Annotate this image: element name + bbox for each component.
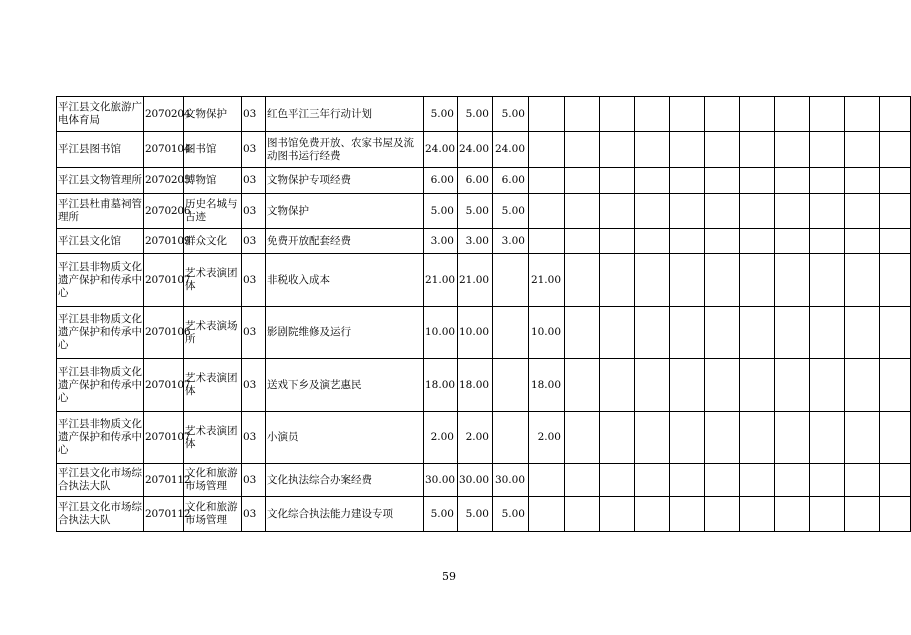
cell-c2: 30.00 [458,464,493,497]
cell-empty [705,307,740,359]
cell-empty [810,412,845,464]
cell-c3: 30.00 [493,464,529,497]
table-row [57,168,911,194]
cell-empty [565,464,600,497]
cell-empty [705,412,740,464]
cell-empty [670,97,705,132]
cell-c2: 24.00 [458,132,493,168]
cell-empty [600,97,635,132]
cell-unit: 平江县非物质文化遗产保护和传承中心 [57,412,144,464]
cell-empty [740,97,775,132]
cell-c3: 5.00 [493,497,529,532]
cell-empty [810,359,845,412]
cell-empty [740,168,775,194]
cell-code: 2070204 [144,97,184,132]
cell-c3 [493,307,529,359]
cell-empty [775,307,810,359]
cell-empty [635,497,670,532]
cell-category: 文化和旅游市场管理 [184,497,242,532]
cell-empty [635,168,670,194]
cell-empty [845,497,880,532]
cell-empty [740,497,775,532]
cell-unit: 平江县非物质文化遗产保护和传承中心 [57,359,144,412]
cell-empty [635,359,670,412]
cell-empty [775,168,810,194]
cell-empty [705,132,740,168]
cell-c4: 21.00 [529,254,565,307]
cell-code: 2070112 [144,464,184,497]
cell-c2: 18.00 [458,359,493,412]
cell-empty [845,464,880,497]
cell-project: 影剧院维修及运行 [266,307,424,359]
cell-empty [740,194,775,229]
cell-unit: 平江县文化旅游广电体育局 [57,97,144,132]
cell-empty [705,359,740,412]
cell-empty [775,229,810,254]
cell-unit: 平江县文化馆 [57,229,144,254]
cell-empty [880,412,911,464]
cell-empty [670,229,705,254]
cell-unit: 平江县文化市场综合执法大队 [57,464,144,497]
cell-empty [600,254,635,307]
cell-empty [635,229,670,254]
cell-c3 [493,412,529,464]
cell-empty [775,194,810,229]
cell-category: 文物保护 [184,97,242,132]
cell-empty [845,97,880,132]
cell-empty [600,497,635,532]
cell-c4: 10.00 [529,307,565,359]
cell-c1: 30.00 [424,464,458,497]
cell-c2: 5.00 [458,194,493,229]
cell-project: 文物保护 [266,194,424,229]
cell-category: 博物馆 [184,168,242,194]
cell-c1: 6.00 [424,168,458,194]
cell-type: 03 [242,497,266,532]
cell-c4 [529,168,565,194]
cell-empty [880,359,911,412]
cell-empty [845,194,880,229]
cell-unit: 平江县图书馆 [57,132,144,168]
cell-c4: 18.00 [529,359,565,412]
cell-c1: 24.00 [424,132,458,168]
cell-empty [740,464,775,497]
cell-category: 群众文化 [184,229,242,254]
cell-empty [670,359,705,412]
cell-c1: 5.00 [424,194,458,229]
cell-c1: 5.00 [424,497,458,532]
cell-c4 [529,97,565,132]
cell-c3: 3.00 [493,229,529,254]
cell-empty [845,307,880,359]
cell-type: 03 [242,464,266,497]
cell-empty [635,194,670,229]
cell-empty [880,132,911,168]
cell-empty [565,168,600,194]
cell-c2: 2.00 [458,412,493,464]
cell-project: 文物保护专项经费 [266,168,424,194]
cell-empty [810,254,845,307]
cell-c2: 5.00 [458,497,493,532]
cell-type: 03 [242,132,266,168]
cell-empty [565,132,600,168]
cell-category: 艺术表演场所 [184,307,242,359]
cell-code: 2070112 [144,497,184,532]
cell-project: 红色平江三年行动计划 [266,97,424,132]
cell-c4: 2.00 [529,412,565,464]
cell-type: 03 [242,307,266,359]
cell-code: 2070109 [144,229,184,254]
cell-empty [880,464,911,497]
cell-empty [600,359,635,412]
cell-empty [810,194,845,229]
cell-empty [880,497,911,532]
table-row [57,132,911,168]
cell-empty [775,132,810,168]
cell-project: 送戏下乡及演艺惠民 [266,359,424,412]
cell-empty [775,412,810,464]
cell-empty [600,132,635,168]
cell-unit: 平江县文化市场综合执法大队 [57,497,144,532]
cell-empty [670,464,705,497]
cell-c3: 5.00 [493,194,529,229]
page-number: 59 [442,570,456,583]
cell-c3: 24.00 [493,132,529,168]
cell-empty [845,359,880,412]
cell-empty [670,307,705,359]
cell-empty [740,412,775,464]
cell-empty [775,497,810,532]
cell-empty [670,254,705,307]
cell-empty [810,497,845,532]
cell-project: 文化综合执法能力建设专项 [266,497,424,532]
cell-empty [565,307,600,359]
cell-c1: 3.00 [424,229,458,254]
cell-c4 [529,194,565,229]
cell-code: 2070106 [144,307,184,359]
cell-empty [635,307,670,359]
cell-empty [810,229,845,254]
cell-empty [600,229,635,254]
cell-empty [565,229,600,254]
table-row [57,497,911,532]
cell-code: 2070107 [144,254,184,307]
cell-empty [810,464,845,497]
cell-empty [705,464,740,497]
cell-project: 非税收入成本 [266,254,424,307]
cell-empty [845,132,880,168]
cell-empty [810,168,845,194]
cell-type: 03 [242,97,266,132]
cell-empty [670,132,705,168]
cell-empty [565,359,600,412]
cell-empty [705,194,740,229]
cell-empty [740,307,775,359]
cell-unit: 平江县非物质文化遗产保护和传承中心 [57,254,144,307]
cell-empty [635,412,670,464]
cell-project: 图书馆免费开放、农家书屋及流动图书运行经费 [266,132,424,168]
cell-empty [705,168,740,194]
cell-empty [600,464,635,497]
cell-c2: 5.00 [458,97,493,132]
cell-type: 03 [242,412,266,464]
cell-empty [740,132,775,168]
cell-empty [810,132,845,168]
cell-c4 [529,132,565,168]
cell-code: 2070107 [144,359,184,412]
cell-empty [880,307,911,359]
cell-c1: 5.00 [424,97,458,132]
cell-c4 [529,464,565,497]
table-row [57,412,911,464]
cell-empty [670,168,705,194]
cell-category: 艺术表演团体 [184,254,242,307]
cell-empty [775,359,810,412]
cell-empty [600,412,635,464]
cell-c2: 21.00 [458,254,493,307]
cell-type: 03 [242,254,266,307]
cell-empty [565,254,600,307]
cell-empty [880,229,911,254]
cell-empty [880,254,911,307]
cell-type: 03 [242,168,266,194]
table-row [57,359,911,412]
cell-code: 2070205 [144,168,184,194]
cell-empty [565,194,600,229]
cell-empty [810,97,845,132]
cell-empty [565,97,600,132]
cell-project: 小演员 [266,412,424,464]
cell-category: 图书馆 [184,132,242,168]
cell-category: 历史名城与古迹 [184,194,242,229]
cell-type: 03 [242,194,266,229]
cell-empty [880,168,911,194]
cell-type: 03 [242,229,266,254]
cell-c3 [493,359,529,412]
cell-empty [845,168,880,194]
cell-type: 03 [242,359,266,412]
cell-empty [635,97,670,132]
table-row [57,254,911,307]
cell-empty [670,497,705,532]
cell-empty [705,229,740,254]
cell-c4 [529,229,565,254]
cell-empty [670,194,705,229]
table-row [57,97,911,132]
table-row [57,307,911,359]
cell-unit: 平江县文物管理所 [57,168,144,194]
cell-empty [880,97,911,132]
cell-c1: 2.00 [424,412,458,464]
cell-empty [775,464,810,497]
cell-unit: 平江县非物质文化遗产保护和传承中心 [57,307,144,359]
cell-empty [740,359,775,412]
table-body [57,97,911,532]
cell-code: 2070206 [144,194,184,229]
cell-empty [845,412,880,464]
cell-empty [775,254,810,307]
cell-empty [705,97,740,132]
cell-empty [635,464,670,497]
cell-empty [845,229,880,254]
cell-empty [705,497,740,532]
cell-code: 2070107 [144,412,184,464]
cell-empty [880,194,911,229]
cell-c1: 18.00 [424,359,458,412]
cell-empty [705,254,740,307]
cell-empty [565,412,600,464]
cell-empty [565,497,600,532]
cell-empty [600,194,635,229]
budget-table [56,96,911,532]
table-row [57,464,911,497]
table-row [57,194,911,229]
cell-empty [810,307,845,359]
cell-project: 文化执法综合办案经费 [266,464,424,497]
cell-empty [845,254,880,307]
cell-c3: 5.00 [493,97,529,132]
cell-c2: 10.00 [458,307,493,359]
cell-c1: 10.00 [424,307,458,359]
cell-project: 免费开放配套经费 [266,229,424,254]
cell-code: 2070104 [144,132,184,168]
table-row [57,229,911,254]
cell-category: 艺术表演团体 [184,412,242,464]
cell-empty [740,254,775,307]
cell-category: 艺术表演团体 [184,359,242,412]
cell-empty [775,97,810,132]
cell-empty [670,412,705,464]
cell-empty [740,229,775,254]
cell-c3 [493,254,529,307]
cell-empty [635,254,670,307]
cell-c3: 6.00 [493,168,529,194]
cell-c2: 6.00 [458,168,493,194]
cell-unit: 平江县杜甫墓祠管理所 [57,194,144,229]
cell-empty [600,307,635,359]
cell-c4 [529,497,565,532]
cell-empty [635,132,670,168]
cell-empty [600,168,635,194]
cell-c2: 3.00 [458,229,493,254]
cell-c1: 21.00 [424,254,458,307]
cell-category: 文化和旅游市场管理 [184,464,242,497]
